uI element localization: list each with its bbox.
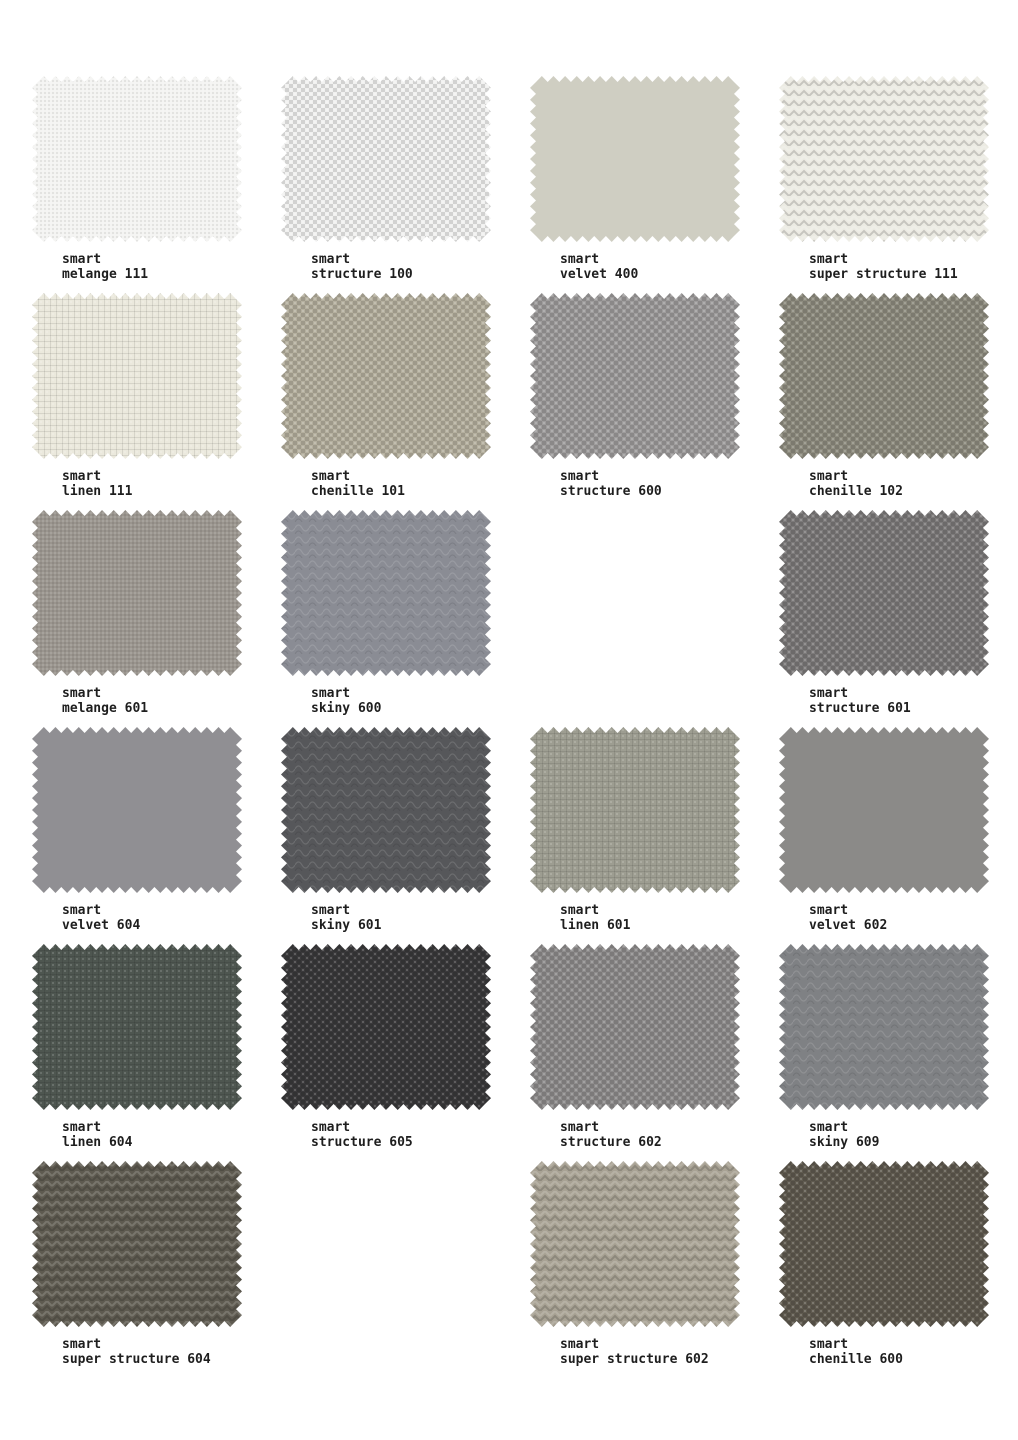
swatch-card	[530, 1161, 740, 1378]
swatch-card	[281, 76, 491, 293]
swatch-card	[530, 727, 740, 944]
swatch-label	[809, 252, 958, 282]
swatch-brand: smart	[62, 252, 102, 267]
swatch-name: super structure 111	[809, 267, 958, 282]
swatch-name: velvet 602	[809, 918, 888, 933]
swatch-card	[530, 944, 740, 1161]
swatch-name: linen 604	[62, 1135, 133, 1150]
swatch-label	[311, 903, 381, 933]
fabric-swatch	[32, 944, 242, 1110]
swatch-label	[311, 686, 381, 716]
swatch-label	[62, 252, 148, 282]
swatch-brand: smart	[809, 469, 849, 484]
swatch-label	[62, 686, 148, 716]
swatch-card	[32, 510, 242, 727]
swatch-texture	[32, 1161, 242, 1327]
swatch-label	[560, 252, 638, 282]
swatch-name: skiny 601	[311, 918, 382, 933]
swatch-card	[32, 727, 242, 944]
swatch-brand: smart	[560, 903, 600, 918]
swatch-name: velvet 400	[560, 267, 639, 282]
swatch-brand: smart	[62, 1120, 102, 1135]
swatch-card	[779, 1161, 989, 1378]
swatch-name: linen 111	[62, 484, 133, 499]
fabric-swatch-shape	[530, 1161, 740, 1327]
swatch-brand: smart	[62, 903, 102, 918]
swatch-texture	[530, 727, 740, 893]
swatch-card	[32, 76, 242, 293]
swatch-brand: smart	[809, 903, 849, 918]
swatch-texture	[281, 944, 491, 1110]
swatch-label	[809, 1120, 879, 1150]
swatch-name: structure 601	[809, 701, 911, 716]
swatch-texture	[779, 1161, 989, 1327]
swatch-texture	[530, 293, 740, 459]
fabric-swatch-shape	[530, 293, 740, 459]
fabric-swatch	[32, 510, 242, 676]
swatch-label	[311, 1120, 413, 1150]
swatch-fill	[32, 727, 242, 893]
swatch-card	[281, 944, 491, 1161]
swatch-name: structure 605	[311, 1135, 413, 1150]
swatch-name: chenille 600	[809, 1352, 903, 1367]
swatch-card	[779, 944, 989, 1161]
swatch-name: structure 600	[560, 484, 662, 499]
fabric-swatch	[32, 727, 242, 893]
swatch-texture	[281, 510, 491, 676]
fabric-swatch	[530, 727, 740, 893]
swatch-brand: smart	[809, 1120, 849, 1135]
swatch-label	[62, 469, 132, 499]
swatch-card	[530, 293, 740, 510]
swatch-label	[560, 1337, 709, 1367]
swatch-name: melange 111	[62, 267, 149, 282]
fabric-swatch-shape	[281, 727, 491, 893]
swatch-card	[32, 1161, 242, 1378]
swatch-label	[560, 1120, 662, 1150]
swatch-brand: smart	[560, 1120, 600, 1135]
fabric-swatch	[779, 944, 989, 1110]
fabric-swatch-shape	[32, 293, 242, 459]
swatch-card	[779, 727, 989, 944]
swatch-card	[779, 293, 989, 510]
swatch-name: chenille 101	[311, 484, 405, 499]
swatch-brand: smart	[809, 252, 849, 267]
swatch-label	[62, 1120, 132, 1150]
swatch-label	[809, 686, 911, 716]
swatch-card	[281, 1161, 491, 1378]
swatch-card	[530, 510, 740, 727]
fabric-swatch	[281, 944, 491, 1110]
fabric-swatch	[281, 727, 491, 893]
fabric-swatch	[530, 1161, 740, 1327]
swatch-brand: smart	[560, 1337, 600, 1352]
fabric-swatch	[779, 293, 989, 459]
fabric-swatch	[779, 1161, 989, 1327]
fabric-swatch-shape	[32, 944, 242, 1110]
swatch-label	[560, 903, 630, 933]
fabric-swatch-shape	[32, 727, 242, 893]
swatch-texture	[281, 76, 491, 242]
swatch-card	[32, 293, 242, 510]
fabric-swatch-shape	[281, 293, 491, 459]
swatch-card	[779, 510, 989, 727]
fabric-swatch-shape	[32, 76, 242, 242]
swatch-name: skiny 600	[311, 701, 382, 716]
swatch-texture	[32, 510, 242, 676]
swatch-brand: smart	[311, 469, 351, 484]
swatch-name: chenille 102	[809, 484, 903, 499]
swatch-brand: smart	[311, 903, 351, 918]
fabric-swatch-shape	[32, 510, 242, 676]
swatch-label	[809, 903, 887, 933]
swatch-name: velvet 604	[62, 918, 141, 933]
swatch-brand: smart	[62, 469, 102, 484]
fabric-swatch-shape	[779, 944, 989, 1110]
fabric-swatch-shape	[281, 510, 491, 676]
swatch-brand: smart	[62, 686, 102, 701]
swatch-texture	[779, 293, 989, 459]
swatch-brand: smart	[809, 1337, 849, 1352]
swatch-brand: smart	[560, 469, 600, 484]
swatch-fill	[779, 727, 989, 893]
fabric-swatch	[281, 510, 491, 676]
swatch-brand: smart	[311, 686, 351, 701]
swatch-name: structure 602	[560, 1135, 662, 1150]
fabric-swatch	[779, 727, 989, 893]
fabric-swatch	[32, 76, 242, 242]
swatch-label	[311, 469, 405, 499]
fabric-swatch	[779, 76, 989, 242]
fabric-swatch-shape	[32, 1161, 242, 1327]
swatch-label	[809, 469, 903, 499]
swatch-name: skiny 609	[809, 1135, 880, 1150]
swatch-texture	[32, 76, 242, 242]
fabric-swatch	[530, 76, 740, 242]
swatch-brand: smart	[311, 252, 351, 267]
fabric-swatch-shape	[530, 76, 740, 242]
swatch-card	[32, 944, 242, 1161]
swatch-card	[281, 727, 491, 944]
fabric-swatch	[32, 1161, 242, 1327]
swatch-card	[530, 76, 740, 293]
swatch-texture	[32, 944, 242, 1110]
swatch-card	[779, 76, 989, 293]
swatch-name: melange 601	[62, 701, 149, 716]
fabric-swatch-shape	[779, 293, 989, 459]
fabric-swatch	[779, 510, 989, 676]
swatch-label	[62, 903, 140, 933]
swatch-texture	[32, 293, 242, 459]
fabric-swatch-shape	[281, 944, 491, 1110]
swatch-fill	[530, 76, 740, 242]
fabric-swatch-shape	[779, 727, 989, 893]
fabric-swatch-shape	[530, 727, 740, 893]
swatch-brand: smart	[560, 252, 600, 267]
swatch-card	[281, 293, 491, 510]
fabric-swatch	[32, 293, 242, 459]
fabric-swatch-shape	[530, 944, 740, 1110]
swatch-texture	[779, 510, 989, 676]
swatch-label	[560, 469, 662, 499]
fabric-swatch	[530, 944, 740, 1110]
fabric-swatch	[281, 293, 491, 459]
fabric-swatch	[530, 293, 740, 459]
swatch-label	[62, 1337, 211, 1367]
fabric-swatch-shape	[779, 1161, 989, 1327]
swatch-texture	[281, 293, 491, 459]
fabric-swatch-shape	[281, 76, 491, 242]
swatch-label	[809, 1337, 903, 1367]
swatch-name: linen 601	[560, 918, 631, 933]
swatch-name: super structure 602	[560, 1352, 709, 1367]
swatch-brand: smart	[311, 1120, 351, 1135]
swatch-texture	[779, 944, 989, 1110]
swatch-card	[281, 510, 491, 727]
swatch-label	[311, 252, 413, 282]
swatch-name: super structure 604	[62, 1352, 211, 1367]
fabric-swatch	[281, 76, 491, 242]
swatch-brand: smart	[809, 686, 849, 701]
swatch-texture	[530, 1161, 740, 1327]
fabric-swatch-shape	[779, 510, 989, 676]
swatch-texture	[281, 727, 491, 893]
swatch-brand: smart	[62, 1337, 102, 1352]
swatch-texture	[530, 944, 740, 1110]
swatch-texture	[779, 76, 989, 242]
fabric-swatch-shape	[779, 76, 989, 242]
swatch-name: structure 100	[311, 267, 413, 282]
